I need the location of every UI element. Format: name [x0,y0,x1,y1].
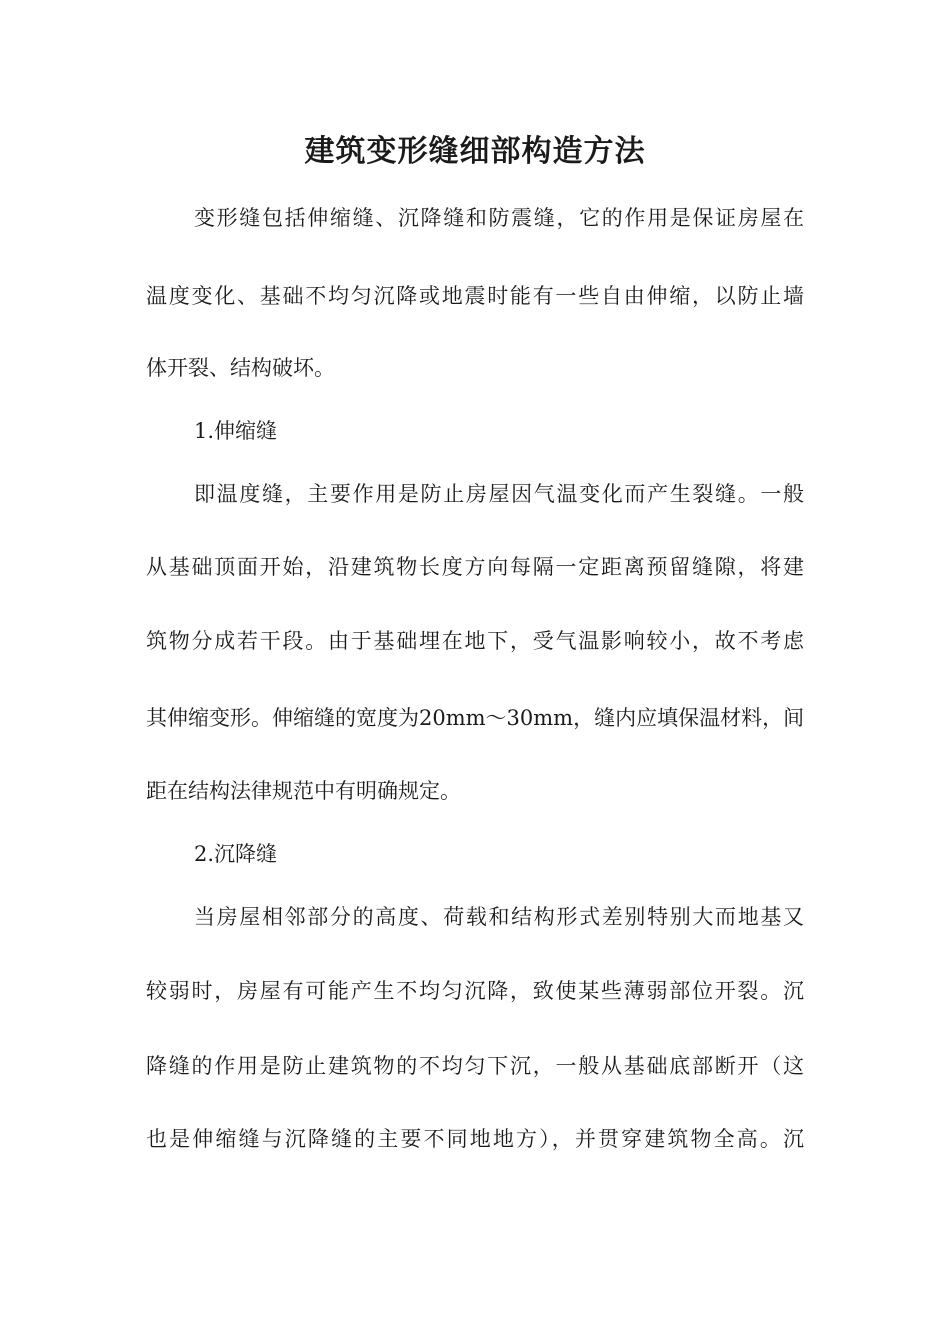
paragraph-line: 温度变化、基础不均匀沉降或地震时能有一些自由伸缩，以防止墙 [146,284,804,308]
paragraph-line: 当房屋相邻部分的高度、荷载和结构形式差别特别大而地基又 [194,905,804,929]
section-heading: 2.沉降缝 [194,842,278,866]
paragraph-line: 变形缝包括伸缩缝、沉降缝和防震缝，它的作用是保证房屋在 [194,206,804,230]
paragraph-line: 也是伸缩缝与沉降缝的主要不同地地方），并贯穿建筑物全高。沉 [146,1127,804,1151]
paragraph-line: 即温度缝，主要作用是防止房屋因气温变化而产生裂缝。一般 [194,482,804,506]
paragraph-line: 降缝的作用是防止建筑物的不均匀下沉，一般从基础底部断开（这 [146,1054,804,1078]
paragraph-line: 从基础顶面开始，沿建筑物长度方向每隔一定距离预留缝隙，将建 [146,555,804,579]
document-title: 建筑变形缝细部构造方法 [304,134,646,169]
paragraph-line: 较弱时，房屋有可能产生不均匀沉降，致使某些薄弱部位开裂。沉 [146,979,804,1003]
section-heading: 1.伸缩缝 [194,419,278,443]
paragraph-line: 其伸缩变形。伸缩缝的宽度为20mm～30mm，缝内应填保温材料，间 [146,706,805,730]
paragraph-line: 距在结构法律规范中有明确规定。 [146,779,461,803]
paragraph-line: 筑物分成若干段。由于基础埋在地下，受气温影响较小，故不考虑 [146,629,804,653]
paragraph-line: 体开裂、结构破坏。 [146,356,335,380]
